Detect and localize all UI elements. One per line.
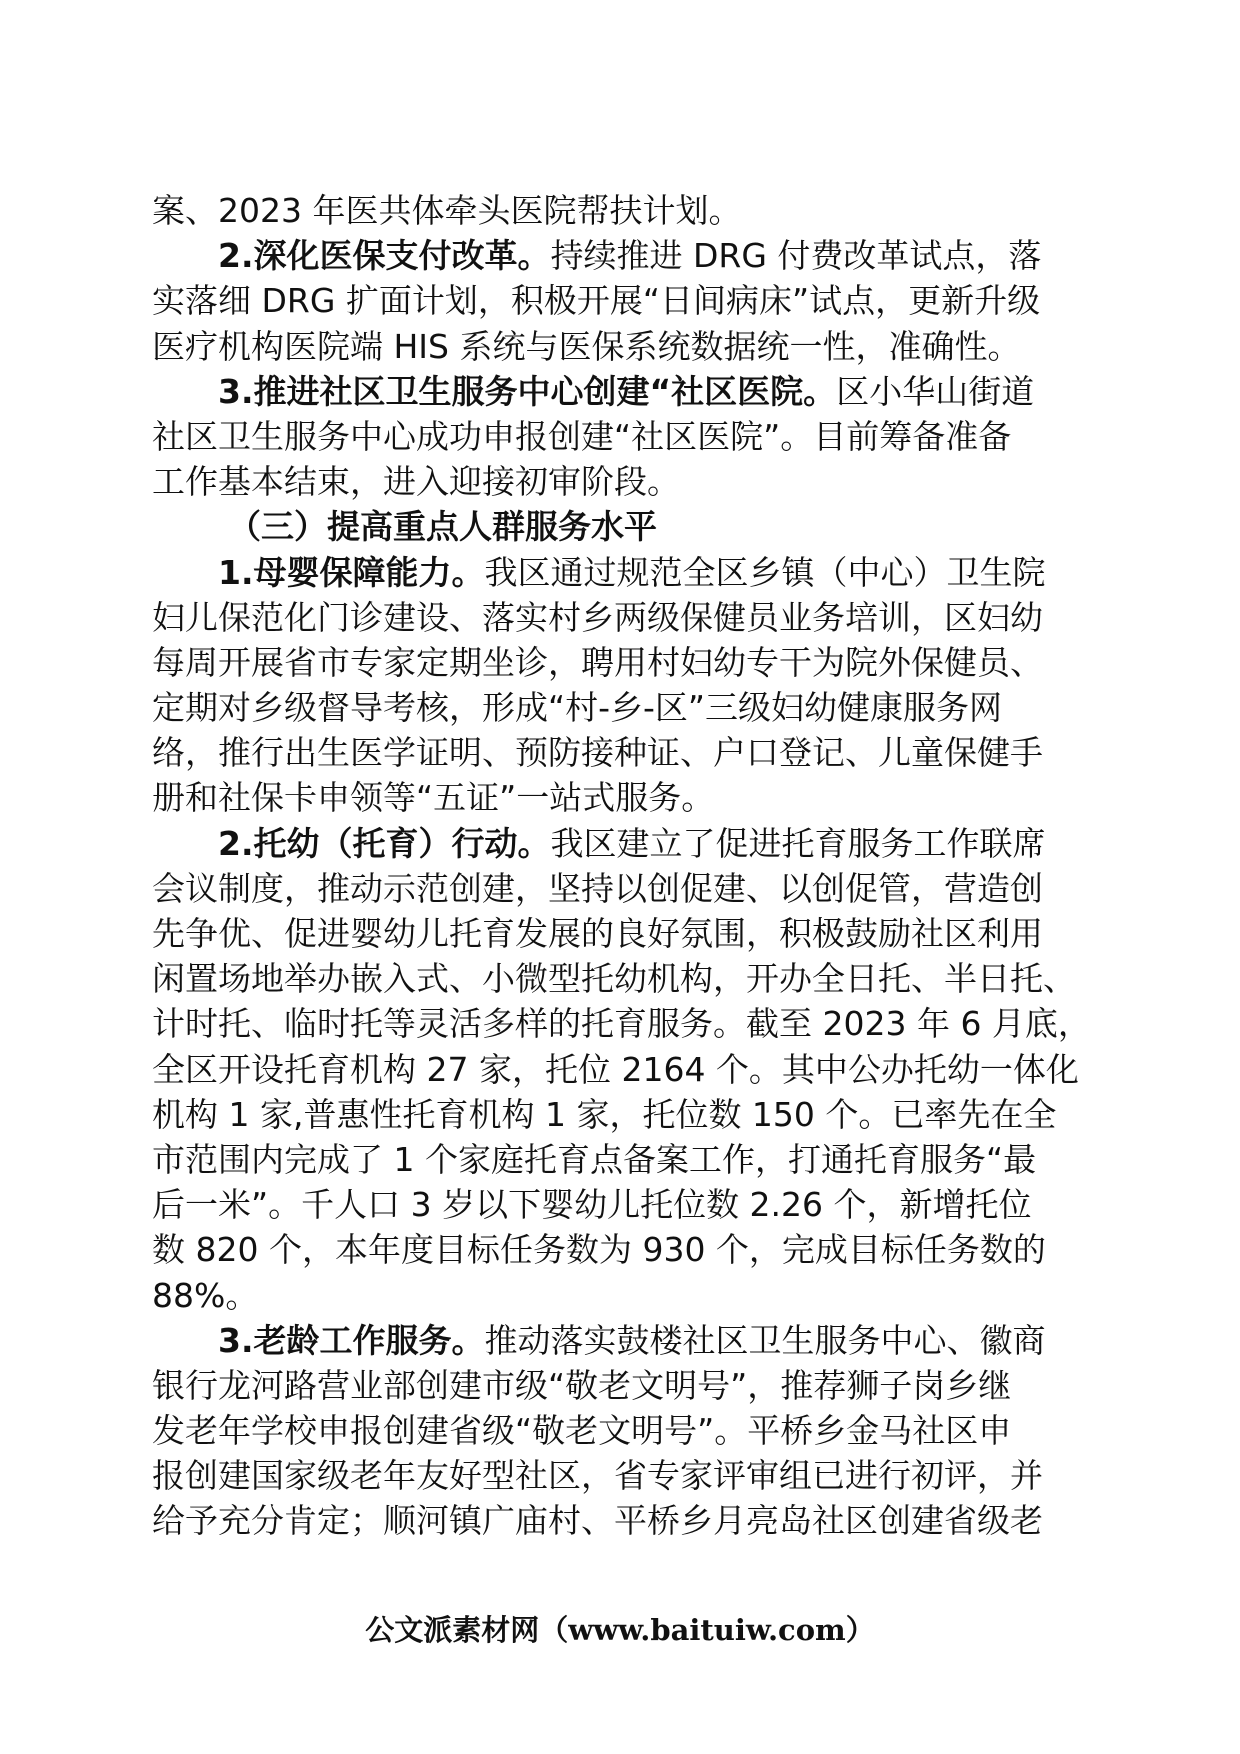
text-line: 数 820 个，本年度目标任务数为 930 个，完成目标任务数的 [152, 1230, 1046, 1270]
text-line: 88%。 [152, 1275, 259, 1315]
text-line: 计时托、临时托等灵活多样的托育服务。截至 2023 年 6 月底， [152, 1004, 1091, 1044]
paragraph-heading: 2.托幼（托育）行动。 [218, 823, 551, 863]
paragraph-heading: 1.母婴保障能力。 [218, 552, 485, 592]
page-footer-watermark: 公文派素材网（www.baituiw.com） [365, 1613, 875, 1647]
text-line: 全区开设托育机构 27 家，托位 2164 个。其中公办托幼一体化 [152, 1049, 1079, 1089]
paragraph-heading: 3.推进社区卫生服务中心创建“社区医院。 [218, 371, 837, 411]
document-body [152, 188, 1091, 1544]
text-line: 案、2023 年医共体牵头医院帮扶计划。 [152, 191, 742, 230]
text-line: 闲置场地举办嵌入式、小微型托幼机构，开办全日托、半日托、 [152, 959, 1076, 999]
text-line: 医疗机构医院端 HIS 系统与医保系统数据统一性，准确性。 [152, 326, 1021, 366]
text-line: 市范围内完成了 1 个家庭托育点备案工作，打通托育服务“最 [152, 1139, 1037, 1179]
text-line: 报创建国家级老年友好型社区，省专家评审组已进行初评，并 [152, 1456, 1043, 1496]
text-line: 会议制度，推动示范创建，坚持以创促建、以创促管，营造创 [152, 868, 1043, 908]
text-line: 册和社保卡申领等“五证”一站式服务。 [152, 778, 715, 818]
paragraph-start: 1.母婴保障能力。我区通过规范全区乡镇（中心）卫生院 [218, 552, 1046, 592]
paragraph-start: 2.托幼（托育）行动。我区建立了促进托育服务工作联席 [218, 823, 1046, 863]
text-line: 实落细 DRG 扩面计划，积极开展“日间病床”试点，更新升级 [152, 281, 1041, 321]
text-line: 定期对乡级督导考核，形成“村-乡-区”三级妇幼健康服务网 [152, 688, 1003, 728]
text-line: 妇儿保范化门诊建设、落实村乡两级保健员业务培训，区妇幼 [152, 597, 1043, 637]
text-line: 社区卫生服务中心成功申报创建“社区医院”。目前筹备准备 [152, 416, 1012, 456]
text-line: 发老年学校申报创建省级“敬老文明号”。平桥乡金马社区申 [152, 1411, 1012, 1451]
paragraph-heading: 3.老龄工作服务。 [218, 1320, 485, 1360]
text-line: 后一米”。千人口 3 岁以下婴幼儿托位数 2.26 个，新增托位 [152, 1185, 1032, 1225]
paragraph-start: 3.老龄工作服务。推动落实鼓楼社区卫生服务中心、徽商 [218, 1320, 1046, 1360]
paragraph-start: 3.推进社区卫生服务中心创建“社区医院。区小华山街道 [218, 371, 1035, 411]
text-line: 络，推行出生医学证明、预防接种证、户口登记、儿童保健手 [152, 733, 1043, 773]
text-line: 机构 1 家,普惠性托育机构 1 家，托位数 150 个。已率先在全 [152, 1094, 1057, 1134]
text-line: 银行龙河路营业部创建市级“敬老文明号”，推荐狮子岗乡继 [152, 1365, 1012, 1405]
paragraph-heading: 2.深化医保支付改革。 [218, 236, 551, 276]
text-line: 给予充分肯定；顺河镇广庙村、平桥乡月亮岛社区创建省级老 [152, 1501, 1043, 1541]
text-line: 先争优、促进婴幼儿托育发展的良好氛围，积极鼓励社区利用 [152, 914, 1043, 953]
text-line: 工作基本结束，进入迎接初审阶段。 [152, 462, 680, 502]
paragraph-start: 2.深化医保支付改革。持续推进 DRG 付费改革试点，落 [218, 236, 1042, 276]
text-line: 每周开展省市专家定期坐诊，聘用村妇幼专干为院外保健员、 [152, 642, 1043, 682]
section-heading: （三）提高重点人群服务水平 [228, 507, 657, 547]
